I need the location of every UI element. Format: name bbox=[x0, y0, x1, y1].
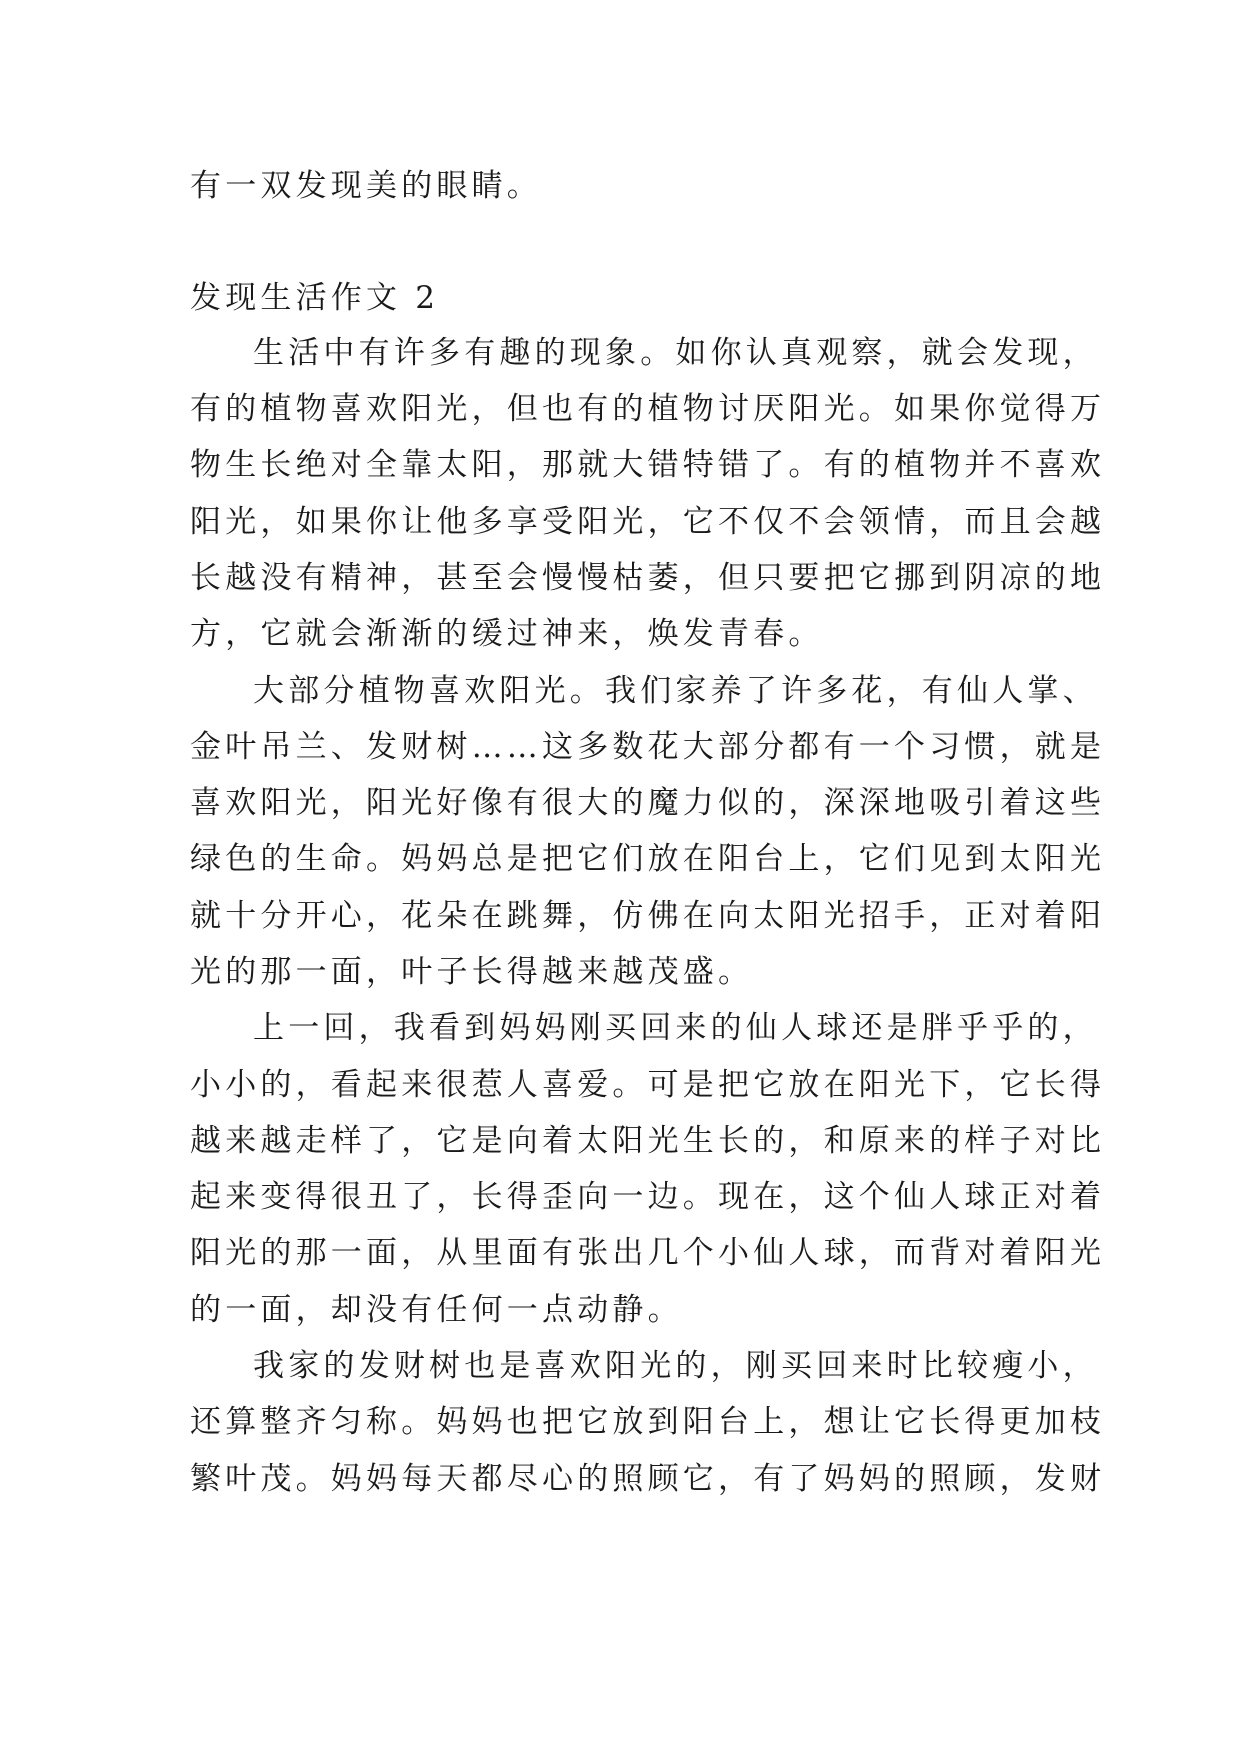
paragraph-2-line-4: 绿色的生命。妈妈总是把它们放在阳台上，它们见到太阳光 bbox=[190, 841, 1106, 877]
paragraph-3-line-1: 上一回，我看到妈妈刚买回来的仙人球还是胖乎乎的， bbox=[253, 1010, 1098, 1046]
section-title: 发现生活作文 2 bbox=[190, 280, 440, 316]
paragraph-3-line-4: 起来变得很丑了，长得歪向一边。现在，这个仙人球正对着 bbox=[190, 1179, 1106, 1215]
paragraph-2-line-2: 金叶吊兰、发财树……这多数花大部分都有一个习惯，就是 bbox=[190, 729, 1106, 765]
paragraph-1-line-2: 有的植物喜欢阳光，但也有的植物讨厌阳光。如果你觉得万 bbox=[190, 391, 1106, 427]
paragraph-4-line-3: 繁叶茂。妈妈每天都尽心的照顾它，有了妈妈的照顾，发财 bbox=[190, 1461, 1106, 1497]
paragraph-2-line-6: 光的那一面，叶子长得越来越茂盛。 bbox=[190, 954, 754, 990]
paragraph-1-line-5: 长越没有精神，甚至会慢慢枯萎，但只要把它挪到阴凉的地 bbox=[190, 560, 1106, 596]
paragraph-3-line-3: 越来越走样了，它是向着太阳光生长的，和原来的样子对比 bbox=[190, 1123, 1106, 1159]
paragraph-2-line-5: 就十分开心，花朵在跳舞，仿佛在向太阳光招手，正对着阳 bbox=[190, 898, 1106, 934]
paragraph-3-line-6: 的一面，却没有任何一点动静。 bbox=[190, 1292, 683, 1328]
paragraph-2-line-1: 大部分植物喜欢阳光。我们家养了许多花，有仙人掌、 bbox=[253, 673, 1098, 709]
paragraph-3-line-2: 小小的，看起来很惹人喜爱。可是把它放在阳光下，它长得 bbox=[190, 1067, 1106, 1103]
paragraph-1-line-4: 阳光，如果你让他多享受阳光，它不仅不会领情，而且会越 bbox=[190, 504, 1106, 540]
paragraph-3-line-5: 阳光的那一面，从里面有张出几个小仙人球，而背对着阳光 bbox=[190, 1235, 1106, 1271]
paragraph-4-line-2: 还算整齐匀称。妈妈也把它放到阳台上，想让它长得更加枝 bbox=[190, 1404, 1106, 1440]
paragraph-2-line-3: 喜欢阳光，阳光好像有很大的魔力似的，深深地吸引着这些 bbox=[190, 785, 1106, 821]
paragraph-4-line-1: 我家的发财树也是喜欢阳光的，刚买回来时比较瘦小， bbox=[253, 1348, 1098, 1384]
paragraph-1-line-1: 生活中有许多有趣的现象。如你认真观察，就会发现， bbox=[253, 335, 1098, 371]
continuation-line: 有一双发现美的眼睛。 bbox=[190, 168, 542, 204]
paragraph-1-line-3: 物生长绝对全靠太阳，那就大错特错了。有的植物并不喜欢 bbox=[190, 447, 1106, 483]
paragraph-1-line-6: 方，它就会渐渐的缓过神来，焕发青春。 bbox=[190, 616, 824, 652]
